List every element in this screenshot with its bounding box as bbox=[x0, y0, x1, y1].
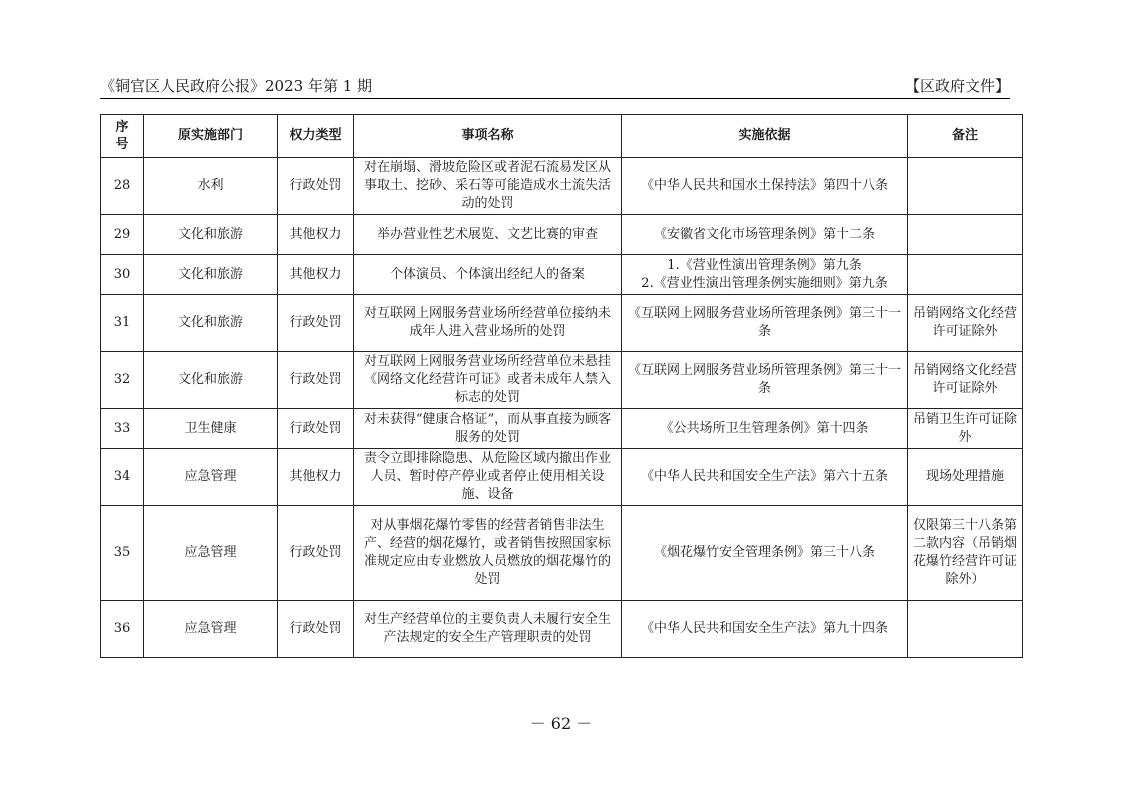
basis-line: 1.《营业性演出管理条例》第九条 bbox=[667, 257, 862, 273]
row-name: 对互联网上网服务营业场所经营单位未悬挂《网络文化经营许可证》或者未成年人禁入标志的处罚 bbox=[354, 352, 622, 409]
table-row bbox=[101, 409, 1023, 449]
row-type: 行政处罚 bbox=[278, 409, 354, 449]
table-row bbox=[101, 295, 1023, 352]
row-seq: 34 bbox=[101, 449, 144, 506]
row-dept: 文化和旅游 bbox=[144, 295, 278, 352]
table-row bbox=[101, 506, 1023, 601]
power-matters-table bbox=[100, 114, 1023, 658]
row-basis bbox=[622, 295, 908, 352]
row-basis bbox=[622, 158, 908, 215]
row-seq: 36 bbox=[101, 601, 144, 658]
page-header bbox=[100, 76, 1010, 99]
row-dept: 应急管理 bbox=[144, 449, 278, 506]
table-row bbox=[101, 601, 1023, 658]
basis-line: 《安徽省文化市场管理条例》第十二条 bbox=[653, 226, 875, 242]
row-basis bbox=[622, 352, 908, 409]
row-note bbox=[908, 215, 1023, 255]
row-note: 现场处理措施 bbox=[908, 449, 1023, 506]
row-type: 其他权力 bbox=[278, 449, 354, 506]
basis-line: 《互联网上网服务营业场所管理条例》第三十一条 bbox=[627, 306, 901, 339]
row-name: 个体演员、个体演出经纪人的备案 bbox=[354, 255, 622, 295]
row-seq: 30 bbox=[101, 255, 144, 295]
row-dept: 应急管理 bbox=[144, 601, 278, 658]
row-seq: 29 bbox=[101, 215, 144, 255]
basis-line: 《中华人民共和国安全生产法》第九十四条 bbox=[640, 621, 888, 636]
row-name: 对在崩塌、滑坡危险区或者泥石流易发区从事取土、挖砂、采石等可能造成水土流失活动的处罚 bbox=[354, 158, 622, 215]
table-row bbox=[101, 255, 1023, 295]
column-header-name: 事项名称 bbox=[354, 115, 622, 158]
row-note bbox=[908, 601, 1023, 658]
row-basis bbox=[622, 409, 908, 449]
row-note: 吊销网络文化经营许可证除外 bbox=[908, 352, 1023, 409]
row-basis bbox=[622, 255, 908, 295]
column-header-basis: 实施依据 bbox=[622, 115, 908, 158]
row-dept: 文化和旅游 bbox=[144, 352, 278, 409]
table-row bbox=[101, 215, 1023, 255]
basis-line: 《互联网上网服务营业场所管理条例》第三十一条 bbox=[627, 363, 901, 396]
row-dept: 卫生健康 bbox=[144, 409, 278, 449]
row-basis bbox=[622, 601, 908, 658]
row-note bbox=[908, 158, 1023, 215]
row-seq: 33 bbox=[101, 409, 144, 449]
table-row bbox=[101, 158, 1023, 215]
row-basis bbox=[622, 215, 908, 255]
row-note bbox=[908, 255, 1023, 295]
basis-line: 《公共场所卫生管理条例》第十四条 bbox=[660, 420, 869, 436]
seq-header-top: 序 bbox=[115, 120, 129, 135]
row-basis bbox=[622, 506, 908, 601]
row-dept: 应急管理 bbox=[144, 506, 278, 601]
row-type: 行政处罚 bbox=[278, 158, 354, 215]
row-name: 举办营业性艺术展览、文艺比赛的审查 bbox=[354, 215, 622, 255]
row-name: 责令立即排除隐患、从危险区域内撤出作业人员、暂时停产停业或者停止使用相关设施、设备 bbox=[354, 449, 622, 506]
table-header-row bbox=[101, 115, 1023, 158]
seq-header-bottom: 号 bbox=[115, 137, 129, 152]
row-type: 其他权力 bbox=[278, 215, 354, 255]
row-type: 其他权力 bbox=[278, 255, 354, 295]
row-note: 吊销网络文化经营许可证除外 bbox=[908, 295, 1023, 352]
basis-line: 《中华人民共和国水土保持法》第四十八条 bbox=[640, 178, 888, 193]
gazette-title: 《铜官区人民政府公报》2023 年第 1 期 bbox=[100, 77, 373, 95]
row-basis bbox=[622, 449, 908, 506]
page-number: － 62 － bbox=[529, 714, 593, 733]
row-name: 对互联网上网服务营业场所经营单位接纳未成年人进入营业场所的处罚 bbox=[354, 295, 622, 352]
row-dept: 文化和旅游 bbox=[144, 255, 278, 295]
row-name: 对从事烟花爆竹零售的经营者销售非法生产、经营的烟花爆竹，或者销售按照国家标准规定应由专业燃放人员燃放的烟花爆竹的处罚 bbox=[354, 506, 622, 601]
row-seq: 28 bbox=[101, 158, 144, 215]
basis-line: 《中华人民共和国安全生产法》第六十五条 bbox=[640, 469, 888, 484]
row-seq: 32 bbox=[101, 352, 144, 409]
column-header-dept: 原实施部门 bbox=[144, 115, 278, 158]
column-header-note: 备注 bbox=[908, 115, 1023, 158]
row-name: 对未获得“健康合格证”，而从事直接为顾客服务的处罚 bbox=[354, 409, 622, 449]
basis-line: 2.《营业性演出管理条例实施细则》第九条 bbox=[641, 275, 888, 291]
row-type: 行政处罚 bbox=[278, 601, 354, 658]
column-header-type: 权力类型 bbox=[278, 115, 354, 158]
row-note: 吊销卫生许可证除外 bbox=[908, 409, 1023, 449]
table-body bbox=[101, 158, 1023, 658]
row-type: 行政处罚 bbox=[278, 352, 354, 409]
table-row bbox=[101, 352, 1023, 409]
row-seq: 31 bbox=[101, 295, 144, 352]
section-label: 【区政府文件】 bbox=[904, 77, 1010, 95]
row-dept: 文化和旅游 bbox=[144, 215, 278, 255]
table-row bbox=[101, 449, 1023, 506]
row-type: 行政处罚 bbox=[278, 506, 354, 601]
row-note: 仅限第三十八条第二款内容（吊销烟花爆竹经营许可证除外） bbox=[908, 506, 1023, 601]
column-header-seq bbox=[101, 115, 144, 158]
row-type: 行政处罚 bbox=[278, 295, 354, 352]
basis-line: 《烟花爆竹安全管理条例》第三十八条 bbox=[653, 545, 875, 560]
row-seq: 35 bbox=[101, 506, 144, 601]
row-name: 对生产经营单位的主要负责人未履行安全生产法规定的安全生产管理职责的处罚 bbox=[354, 601, 622, 658]
row-dept: 水利 bbox=[144, 158, 278, 215]
